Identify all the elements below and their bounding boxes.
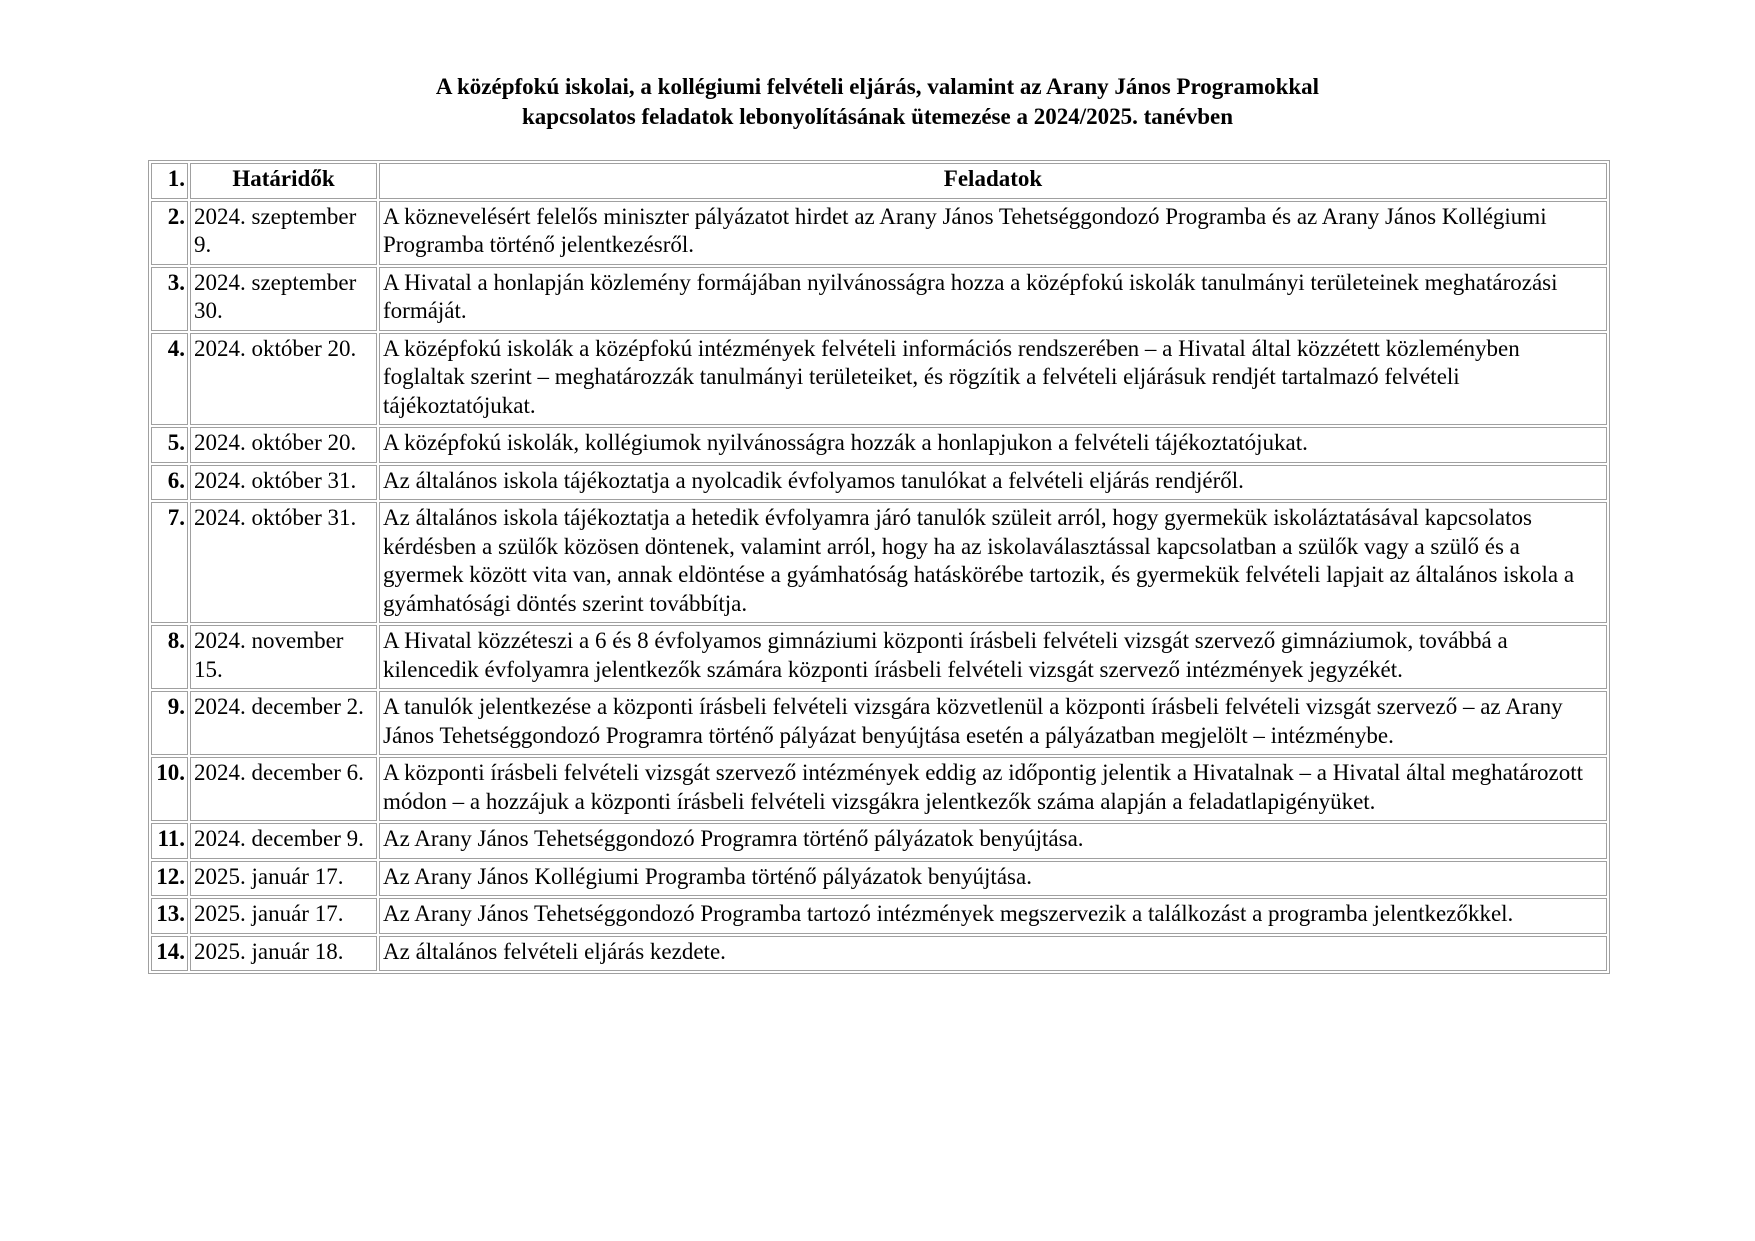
table-row bbox=[151, 898, 1607, 934]
table-row bbox=[151, 823, 1607, 859]
row-deadline: 2024. október 31. bbox=[190, 465, 377, 501]
row-task: A Hivatal a honlapján közlemény formájában nyilvánosságra hozza a középfokú iskolák tanulmányi területeinek meghatározási formáját. bbox=[379, 267, 1607, 331]
schedule-table bbox=[148, 160, 1610, 974]
row-number: 5. bbox=[151, 427, 188, 463]
row-deadline: 2024. december 9. bbox=[190, 823, 377, 859]
row-deadline: 2024. november 15. bbox=[190, 625, 377, 689]
row-deadline: 2024. december 6. bbox=[190, 757, 377, 821]
row-number: 2. bbox=[151, 201, 188, 265]
table-row bbox=[151, 625, 1607, 689]
row-deadline: 2024. szeptember 9. bbox=[190, 201, 377, 265]
row-number: 12. bbox=[151, 861, 188, 897]
table-row bbox=[151, 333, 1607, 426]
row-deadline: 2024. október 20. bbox=[190, 427, 377, 463]
row-deadline: 2025. január 17. bbox=[190, 898, 377, 934]
row-task: A Hivatal közzéteszi a 6 és 8 évfolyamos gimnáziumi központi írásbeli felvételi vizsgát szervező gimnáziumok, továbbá a kilencedik évfolyamra jelentkezők számára központi írásbeli felvételi vizsgát szervező intézmények jegyzékét. bbox=[379, 625, 1607, 689]
row-number: 4. bbox=[151, 333, 188, 426]
row-number: 10. bbox=[151, 757, 188, 821]
row-deadline: 2025. január 17. bbox=[190, 861, 377, 897]
row-number: 14. bbox=[151, 936, 188, 972]
table-row bbox=[151, 267, 1607, 331]
row-task: A középfokú iskolák a középfokú intézmények felvételi információs rendszerében – a Hivatal által közzétett közleményben foglaltak szerint – meghatározzák tanulmányi területeiket, és rögzítik a felvételi eljárásuk rendjét tartalmazó felvételi tájékoztatójukat. bbox=[379, 333, 1607, 426]
row-number: 6. bbox=[151, 465, 188, 501]
row-number: 13. bbox=[151, 898, 188, 934]
row-task: Az általános iskola tájékoztatja a nyolcadik évfolyamos tanulókat a felvételi eljárás rendjéről. bbox=[379, 465, 1607, 501]
row-deadline: 2024. október 31. bbox=[190, 502, 377, 623]
row-task: A középfokú iskolák, kollégiumok nyilvánosságra hozzák a honlapjukon a felvételi tájékoztatójukat. bbox=[379, 427, 1607, 463]
row-task: Az általános felvételi eljárás kezdete. bbox=[379, 936, 1607, 972]
row-deadline: 2024. október 20. bbox=[190, 333, 377, 426]
header-deadline: Határidők bbox=[190, 163, 377, 199]
row-task: A tanulók jelentkezése a központi írásbeli felvételi vizsgára közvetlenül a központi írásbeli felvételi vizsgát szervező – az Arany János Tehetséggondozó Programra történő pályázat benyújtása esetén a pályázatban megjelölt – intézménybe. bbox=[379, 691, 1607, 755]
table-row bbox=[151, 427, 1607, 463]
header-task: Feladatok bbox=[379, 163, 1607, 199]
table-row bbox=[151, 861, 1607, 897]
row-number: 3. bbox=[151, 267, 188, 331]
schedule-table-body bbox=[151, 201, 1607, 972]
title-line-1: A középfokú iskolai, a kollégiumi felvételi eljárás, valamint az Arany János Programokkal bbox=[435, 74, 1320, 99]
row-task: A köznevelésért felelős miniszter pályázatot hirdet az Arany János Tehetséggondozó Programba és az Arany János Kollégiumi Programba történő jelentkezésről. bbox=[379, 201, 1607, 265]
table-row bbox=[151, 502, 1607, 623]
table-row bbox=[151, 936, 1607, 972]
row-deadline: 2024. december 2. bbox=[190, 691, 377, 755]
table-row bbox=[151, 465, 1607, 501]
table-row bbox=[151, 757, 1607, 821]
row-task: Az általános iskola tájékoztatja a hetedik évfolyamra járó tanulók szüleit arról, hogy gyermekük iskoláztatásával kapcsolatos kérdésben a szülők közösen döntenek, valamint arról, hogy ha az iskolaválasztással kapcsolatban a szülők vagy a szülő és a gyermek között vita van, annak eldöntése a gyámhatóság hatáskörébe tartozik, és gyermekük felvételi lapjait az általános iskola a gyámhatósági döntés szerint továbbítja. bbox=[379, 502, 1607, 623]
row-number: 11. bbox=[151, 823, 188, 859]
table-header-row bbox=[151, 163, 1607, 199]
header-number: 1. bbox=[151, 163, 188, 199]
row-number: 7. bbox=[151, 502, 188, 623]
row-deadline: 2025. január 18. bbox=[190, 936, 377, 972]
row-task: Az Arany János Kollégiumi Programba történő pályázatok benyújtása. bbox=[379, 861, 1607, 897]
row-deadline: 2024. szeptember 30. bbox=[190, 267, 377, 331]
row-task: Az Arany János Tehetséggondozó Programba tartozó intézmények megszervezik a találkozást a programba jelentkezőkkel. bbox=[379, 898, 1607, 934]
document-title bbox=[0, 72, 1755, 132]
table-row bbox=[151, 201, 1607, 265]
table-row bbox=[151, 691, 1607, 755]
title-line-2: kapcsolatos feladatok lebonyolításának ütemezése a 2024/2025. tanévben bbox=[521, 104, 1234, 129]
row-number: 9. bbox=[151, 691, 188, 755]
row-number: 8. bbox=[151, 625, 188, 689]
row-task: Az Arany János Tehetséggondozó Programra történő pályázatok benyújtása. bbox=[379, 823, 1607, 859]
row-task: A központi írásbeli felvételi vizsgát szervező intézmények eddig az időpontig jelentik a Hivatalnak – a Hivatal által meghatározott módon – a hozzájuk a központi írásbeli felvételi vizsgákra jelentkezők száma alapján a feladatlapigényüket. bbox=[379, 757, 1607, 821]
